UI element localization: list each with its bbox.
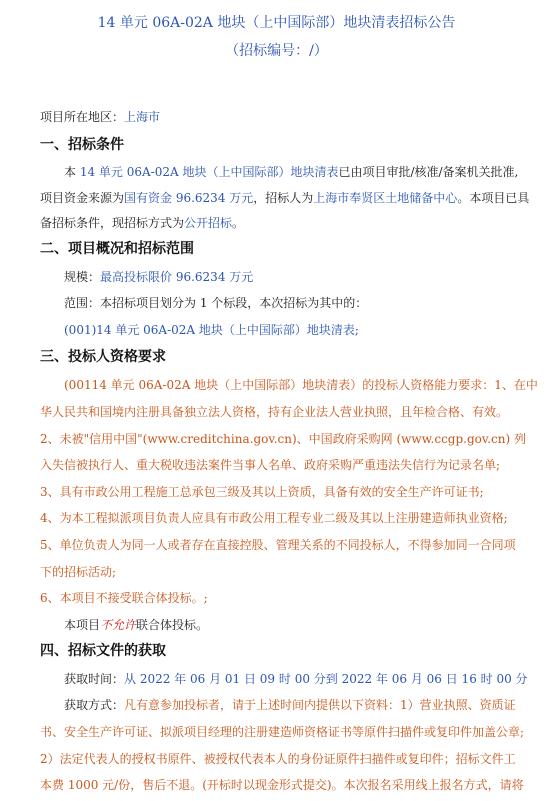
- text: 项目资金来源为: [40, 191, 125, 205]
- section-3-heading: 三、投标人资格要求: [40, 349, 166, 365]
- section-1-paragraph-line-3: [40, 214, 244, 231]
- qualification-4: 4、为本工程拟派项目负责人应具有市政公用工程专业二级及其以上注册建造师执业资格;: [40, 511, 508, 525]
- qualification-2-line-2: 入失信被执行人、重大税收违法案件当事人名单、政府采购严重违法失信行为记录名单;: [40, 458, 501, 472]
- project-region: [40, 108, 160, 125]
- fund-source: 国有资金 96.6234 万元: [124, 191, 254, 205]
- joint-bid-line: [64, 616, 208, 633]
- section-1-paragraph-line-2: [40, 189, 529, 206]
- scope-line: 范围：本招标项目划分为 1 个标段，本次招标为其中的：: [64, 296, 368, 310]
- acquisition-method-line-2: 书、安全生产许可证、拟派项目经理的注册建造师资格证书等原件扫描件或复印件加盖公章;: [40, 725, 525, 739]
- acquisition-method-line-4: 本费 1000 元/份，售后不退。(开标时以现金形式提交)。本次报名采用线上报名方式，请将: [40, 778, 524, 792]
- tender-method: 公开招标: [184, 216, 233, 230]
- qualification-1-line-1: (00114 单元 06A-02A 地块（上中国际部）地块清表）的投标人资格能力要求：1、在中: [64, 378, 538, 392]
- region-value: 上海市: [124, 110, 161, 124]
- qualification-3: 3、具有市政公用工程施工总承包三级及其以上资质，具备有效的安全生产许可证书;: [40, 485, 484, 499]
- scale-label: 规模：: [64, 270, 101, 284]
- text: 。本项目已具: [457, 191, 530, 205]
- joint-bid-status: 不允许: [100, 618, 137, 632]
- acquisition-time: [64, 670, 528, 687]
- text: 已由项目审批/核准/备案机关批准,: [338, 165, 519, 179]
- text: 本: [64, 165, 80, 179]
- scale-line: [64, 268, 253, 285]
- time-value: 从 2022 年 06 月 01 日 09 时 00 分到 2022 年 06 月 06 日 16 时 00 分: [124, 672, 528, 686]
- scale-value: 最高投标限价 96.6234 万元: [100, 270, 254, 284]
- qualification-5-line-2: 下的招标活动;: [40, 565, 117, 579]
- section-1-paragraph-line-1: [64, 163, 518, 180]
- section-1-heading: 一、招标条件: [40, 137, 124, 153]
- announcement-title: 14 单元 06A-02A 地块（上中国际部）地块清表招标公告: [97, 15, 456, 31]
- tenderer: 上海市奉贤区土地储备中心: [313, 191, 458, 205]
- qualification-2-line-1: 2、未被"信用中国"(www.creditchina.gov.cn)、中国政府采购网 (www.ccgp.gov.cn) 列: [40, 432, 526, 446]
- text: ，招标人为: [253, 191, 314, 205]
- method-text: 凡有意参加投标者，请于上述时间内提供以下资料：1）营业执照、资质证: [124, 698, 516, 712]
- region-label: 项目所在地区：: [40, 110, 125, 124]
- qualification-1-line-2: 华人民共和国境内注册具备独立法人资格，持有企业法人营业执照，且年检合格、有效。: [40, 405, 509, 419]
- text: 联合体投标。: [136, 618, 209, 632]
- acquisition-method-line-3: 2）法定代表人的授权书原件、被授权代表本人的身份证原件扫描件或复印件；招标文件工: [40, 752, 516, 766]
- project-name: 14 单元 06A-02A 地块（上中国际部）地块清表: [79, 165, 339, 179]
- text: 备招标条件，现招标方式为: [40, 216, 185, 230]
- acquisition-method-line-1: [64, 696, 516, 713]
- text: 本项目: [64, 618, 101, 632]
- time-label: 获取时间：: [64, 672, 125, 686]
- section-2-heading: 二、项目概况和招标范围: [40, 241, 194, 257]
- text: 。: [232, 216, 245, 230]
- lot-line: (001)14 单元 06A-02A 地块（上中国际部）地块清表;: [64, 323, 359, 337]
- bid-number: （招标编号：/）: [225, 43, 328, 59]
- section-4-heading: 四、招标文件的获取: [40, 643, 166, 659]
- qualification-6: 6、本项目不接受联合体投标。;: [40, 591, 208, 605]
- method-label: 获取方式：: [64, 698, 125, 712]
- qualification-5-line-1: 5、单位负责人为同一人或者存在直接控股、管理关系的不同投标人，不得参加同一合同项: [40, 538, 516, 552]
